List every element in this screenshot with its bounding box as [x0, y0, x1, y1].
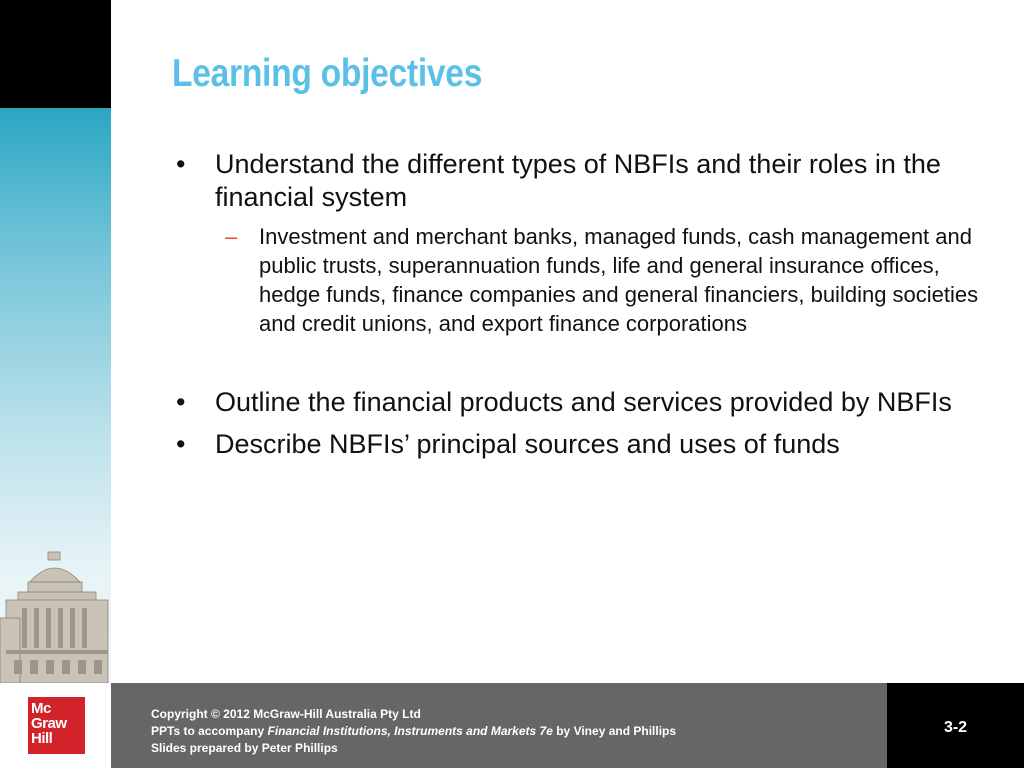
sub-bullet-marker: – — [225, 224, 238, 249]
bullet-text: Outline the financial products and services provided by NBFIs — [215, 387, 952, 417]
bullet-text: Understand the different types of NBFIs and their roles in the financial system — [215, 149, 941, 212]
logo-line: Graw — [31, 715, 67, 732]
bullet-marker: • — [176, 429, 186, 459]
book-title: Financial Institutions, Instruments and Markets 7e — [267, 724, 553, 738]
ppts-prefix: PPTs to accompany — [151, 724, 268, 738]
footer-bar — [0, 683, 1024, 768]
slide-number: 3-2 — [943, 719, 968, 736]
bullet-text: Describe NBFIs’ principal sources and uses of funds — [215, 429, 840, 459]
logo-line: Hill — [31, 730, 53, 747]
slide-title: Learning objectives — [172, 52, 483, 95]
mcgraw-hill-logo — [28, 697, 85, 754]
left-black-block — [0, 0, 111, 108]
footer-slide-number-area — [887, 683, 1024, 768]
sub-bullet-item — [215, 222, 992, 338]
bullet-item — [172, 148, 1005, 214]
bullet-marker: • — [176, 387, 186, 417]
left-decorative-panel — [0, 0, 111, 683]
objectives-list — [172, 148, 992, 461]
prepared-by-text: Slides prepared by Peter Phillips — [151, 741, 338, 755]
building-illustration — [0, 548, 111, 683]
footer-info-area — [111, 683, 887, 768]
sub-bullet-text: Investment and merchant banks, managed funds, cash management and public trusts, superannuation funds, life and general insurance offices, hedge funds, finance companies and general financiers, building societies and credit unions, and export finance corporations — [259, 224, 979, 336]
footer-text — [151, 706, 676, 757]
ppts-line — [151, 723, 676, 740]
bullet-marker: • — [176, 149, 186, 179]
footer-logo-area — [0, 683, 111, 768]
copyright-text: Copyright © 2012 McGraw-Hill Australia Pty Ltd — [151, 707, 421, 721]
ppts-suffix: by Viney and Phillips — [552, 724, 677, 738]
bullet-item — [172, 386, 992, 419]
bullet-item — [172, 428, 992, 461]
logo-line: Mc — [31, 700, 51, 717]
